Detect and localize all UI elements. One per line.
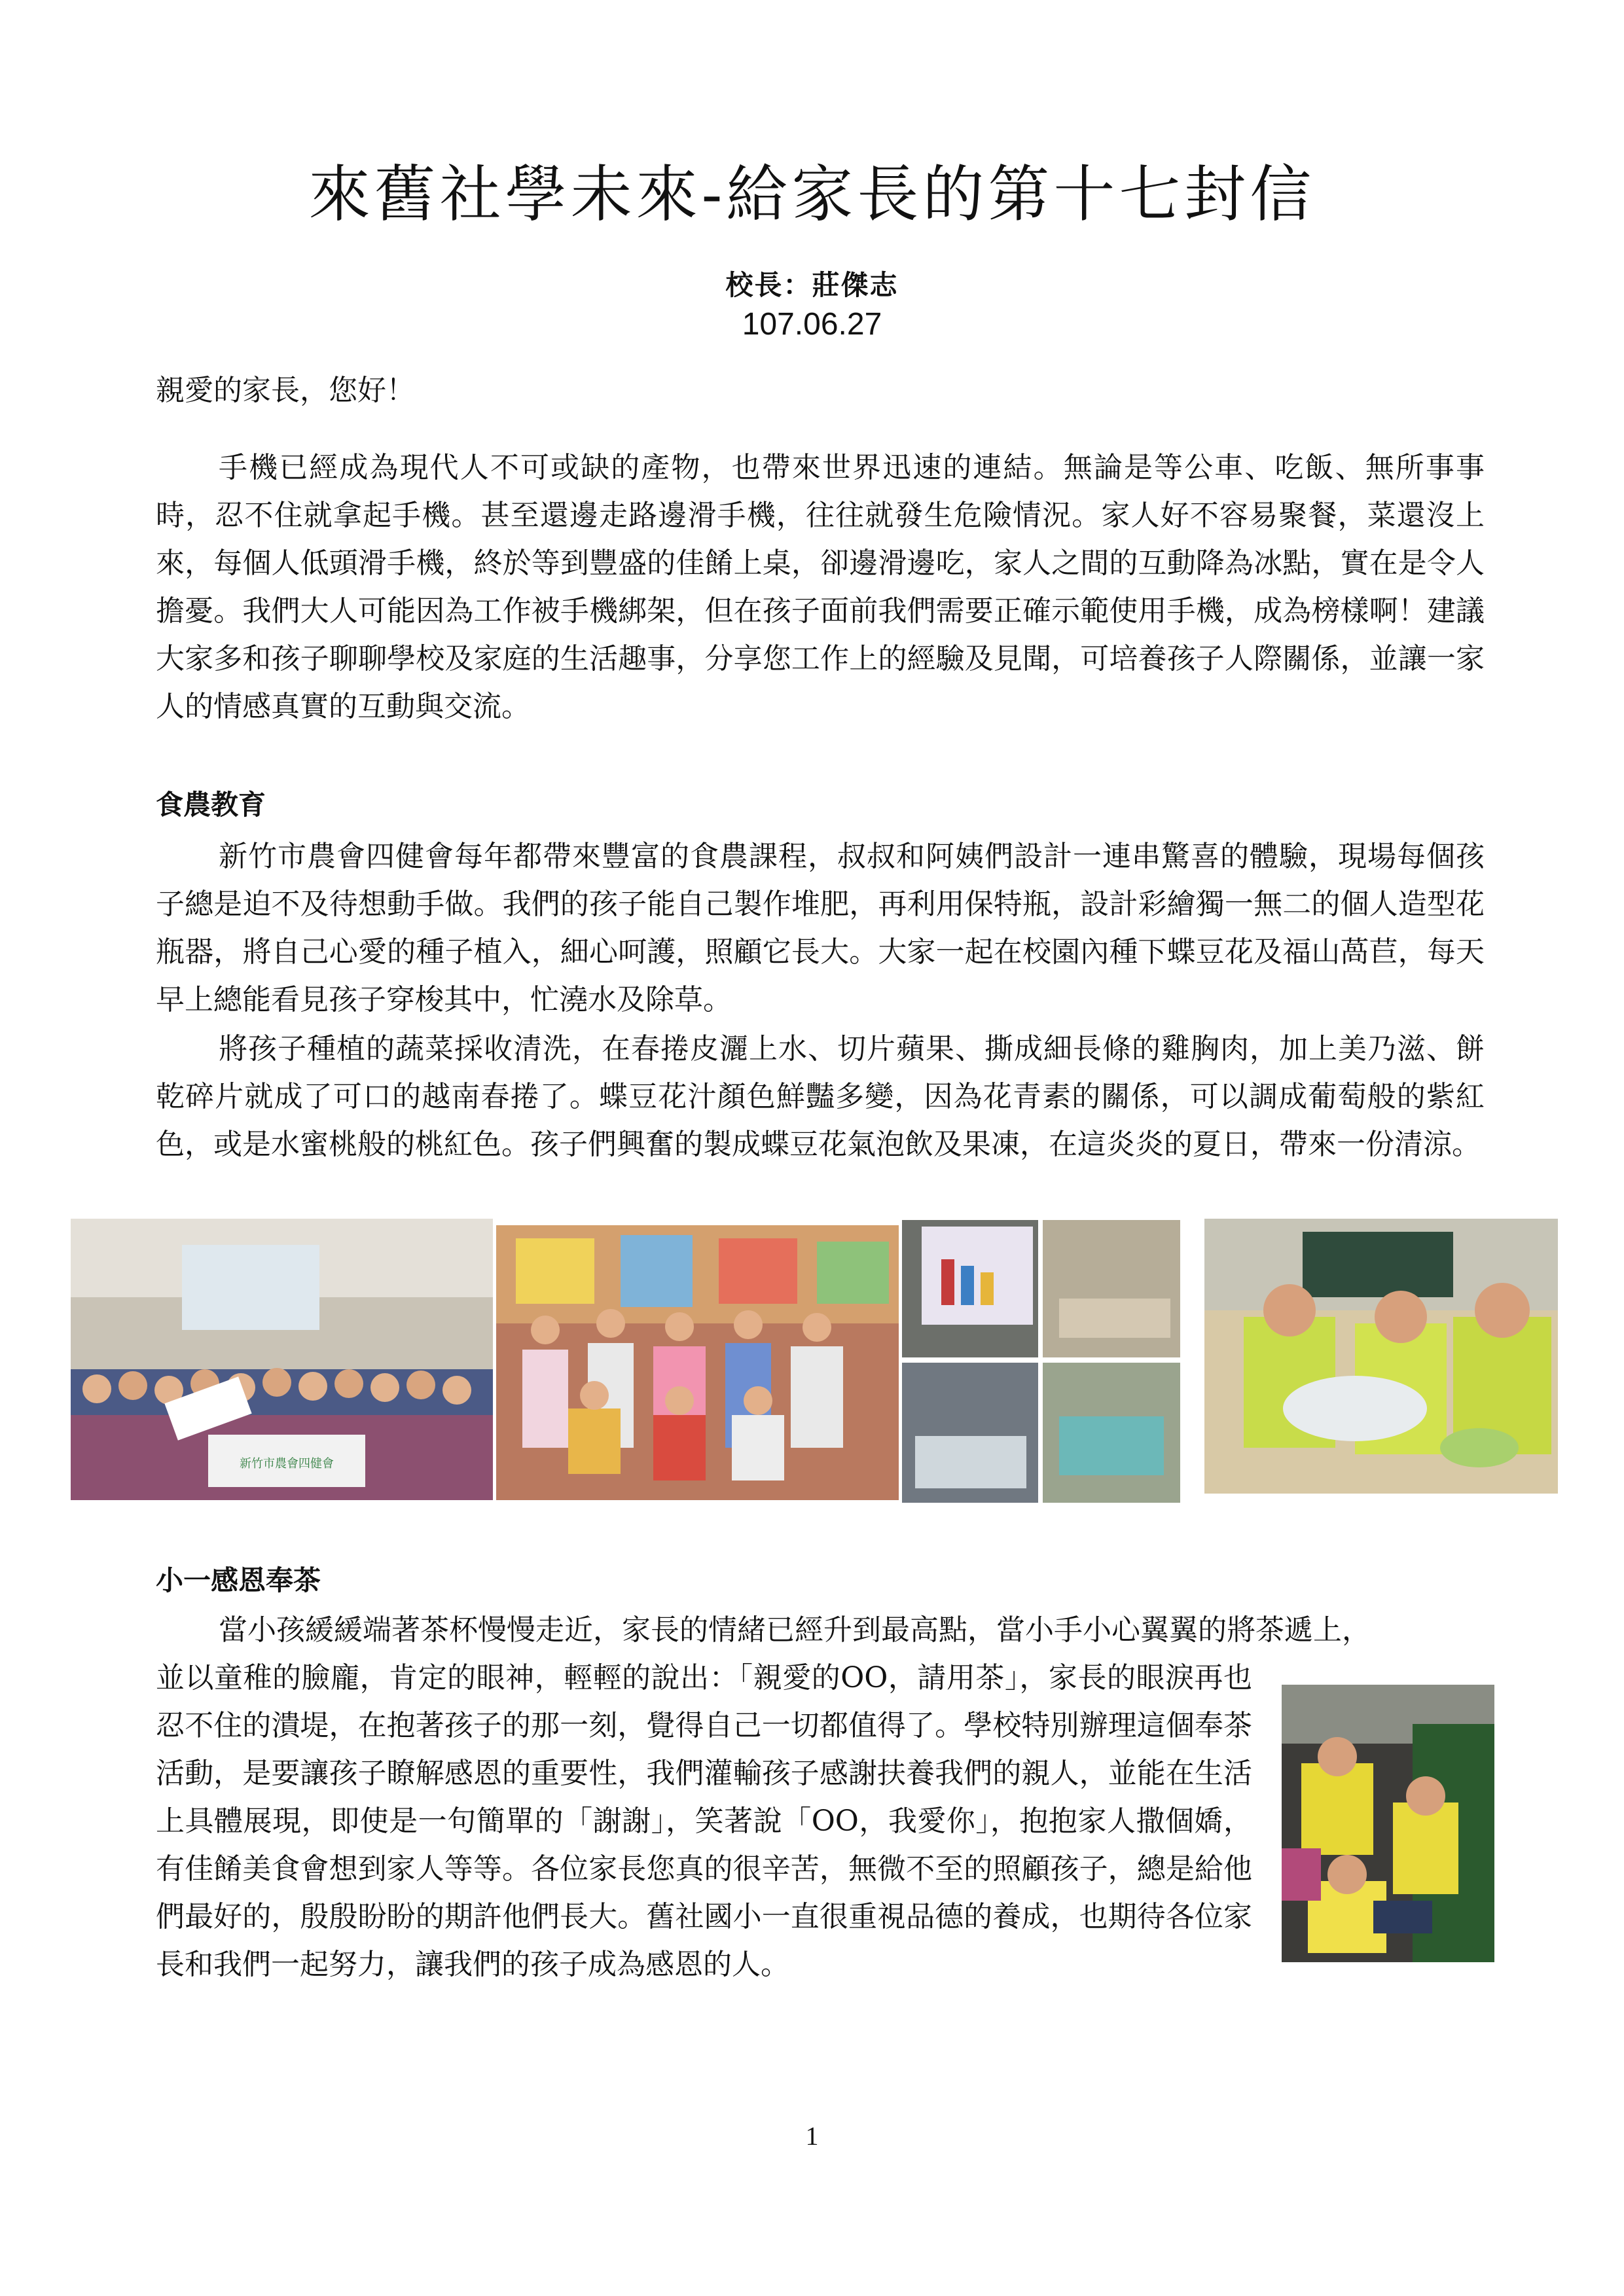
club-banner-text: 新竹市農會四健會 [240, 1457, 334, 1471]
food-farming-paragraph-2: 將孩子種植的蔬菜採收清洗，在春捲皮灑上水、切片蘋果、撕成細長條的雞胸肉，加上美乃滋、餅乾碎片就成了可口的越南春捲了。蝶豆花汁顏色鮮豔多變，因為花青素的關係，可以調成葡萄般的紫紅色，或是水蜜桃般的桃紅色。孩子們興奮的製成蝶豆花氣泡飲及果凍，在這炎炎的夏日，帶來一份清涼。 [156, 1032, 1485, 1161]
section-heading-tea: 小一感恩奉茶 [156, 1564, 321, 1596]
photo-group-4h-club [71, 1219, 493, 1500]
intro-paragraph: 手機已經成為現代人不可或缺的產物，也帶來世界迅速的連結。無論是等公車、吃飯、無所事事時，忍不住就拿起手機。甚至還邊走路邊滑手機，往往就發生危險情況。家人好不容易聚餐，菜還沒上來，每個人低頭滑手機，終於等到豐盛的佳餚上桌，卻邊滑邊吃，家人之間的互動降為冰點，實在是令人擔憂。我們大人可能因為工作被手機綁架，但在孩子面前我們需要正確示範使用手機，成為榜樣啊！建議大家多和孩子聊聊學校及家庭的生活趣事，分享您工作上的經驗及見聞，可培養孩子人際關係，並讓一家人的情感真實的互動與交流。 [156, 451, 1485, 723]
food-farming-paragraph-1: 新竹市農會四健會每年都帶來豐富的食農課程，叔叔和阿姨們設計一連串驚喜的體驗，現場每個孩子總是迫不及待想動手做。我們的孩子能自己製作堆肥，再利用保特瓶，設計彩繪獨一無二的個人造型花瓶器，將自己心愛的種子植入，細心呵護，照顧它長大。大家一起在校園內種下蝶豆花及福山萵苣，每天早上總能看見孩子穿梭其中，忙澆水及除草。 [156, 840, 1485, 1016]
spring-roll-photo-illustration [1204, 1219, 1558, 1494]
page-number: 1 [805, 2121, 819, 2151]
tea-paragraph-line-1: 當小孩緩緩端著茶杯慢慢走近，家長的情緒已經升到最高點，當小手小心翼翼的將茶遞上， [219, 1613, 1371, 1647]
collage-illustration [902, 1220, 1180, 1503]
tea-paragraph-body: 並以童稚的臉龐，肯定的眼神，輕輕的說出：「親愛的OO，請用茶」，家長的眼淚再也忍不住的潰堤，在抱著孩子的那一刻，覺得自己一切都值得了。學校特別辦理這個奉茶活動，是要讓孩子瞭解感恩的重要性，我們灌輸孩子感謝扶養我們的親人，並能在生活上具體展現，即使是一句簡單的「謝謝」，笑著說「OO，我愛你」，抱抱家人撒個嬌，有佳餚美食會想到家人等等。各位家長您真的很辛苦，無微不至的照顧孩子，總是給他們最好的，殷殷盼盼的期許他們長大。舊社國小一直很重視品德的養成，也期待各位家長和我們一起努力，讓我們的孩子成為感恩的人。 [156, 1661, 1252, 1981]
photo-kids-with-bottles [496, 1225, 899, 1500]
greeting: 親愛的家長，您好！ [156, 374, 415, 407]
photo-collage-classroom [902, 1220, 1180, 1503]
section-heading-food-farming: 食農教育 [156, 789, 266, 821]
kids-photo-illustration [496, 1225, 899, 1500]
photo-kids-spring-rolls [1204, 1219, 1558, 1494]
tea-photo-illustration [1282, 1685, 1494, 1962]
letter-title: 來舊社學未來-給家長的第十七封信 [308, 159, 1316, 230]
photo-tea-ceremony [1282, 1685, 1494, 1962]
date-line: 107.06.27 [742, 307, 882, 342]
author-line: 校長：莊傑志 [725, 269, 899, 301]
